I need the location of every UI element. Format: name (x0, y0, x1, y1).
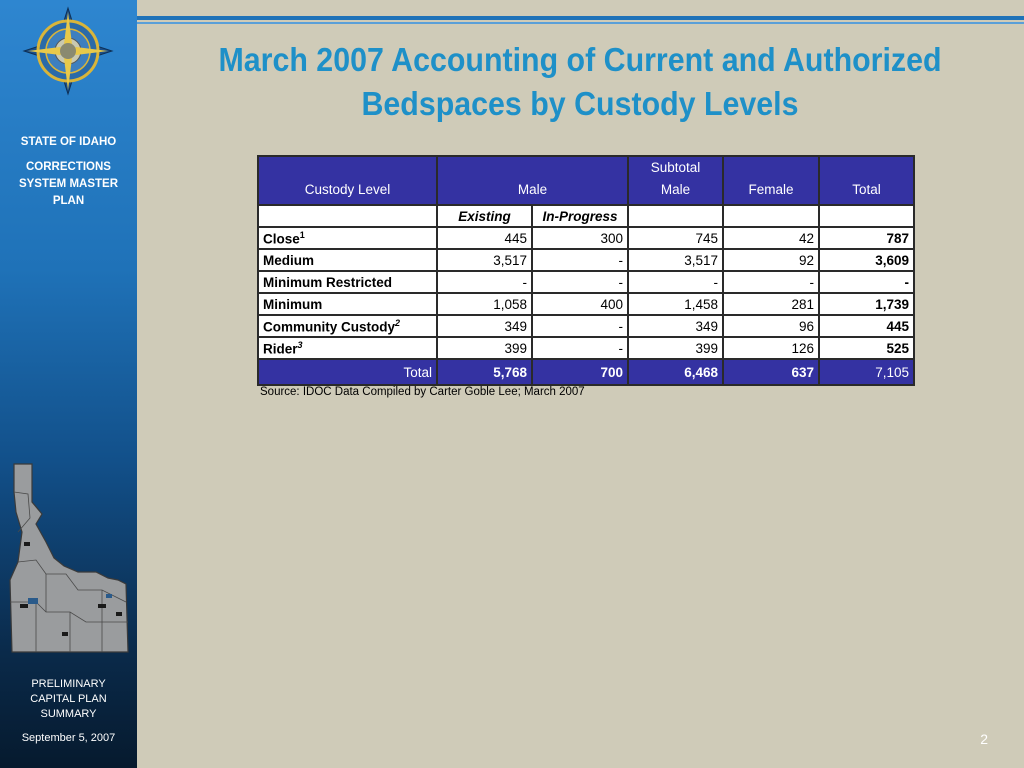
row-existing: 399 (437, 337, 532, 359)
row-in-progress: 400 (532, 293, 628, 315)
row-existing: - (437, 271, 532, 293)
row-subtotal: - (628, 271, 723, 293)
table-row (258, 227, 914, 249)
footnote-marker: 2 (395, 317, 401, 328)
row-total: - (819, 271, 914, 293)
idaho-map-icon (6, 462, 130, 654)
row-label-text: Medium (263, 252, 315, 268)
footer-label-line3: SUMMARY (40, 708, 97, 720)
custody-table (257, 155, 915, 386)
total-subtotal: 6,468 (628, 359, 723, 385)
row-label (258, 315, 437, 337)
plan-label-line3: PLAN (52, 195, 85, 207)
table-row (258, 337, 914, 359)
plan-label-line2: SYSTEM MASTER (18, 178, 119, 190)
subheader-empty (258, 205, 437, 227)
row-female: 281 (723, 293, 819, 315)
row-existing: 1,058 (437, 293, 532, 315)
header-male: Male (437, 156, 628, 205)
row-label-text: Rider (263, 341, 298, 357)
page-title (184, 38, 975, 126)
table-header-row (258, 156, 914, 205)
row-in-progress: - (532, 271, 628, 293)
subheader-existing: Existing (437, 205, 532, 227)
row-female: 126 (723, 337, 819, 359)
row-label (258, 249, 437, 271)
total-female: 637 (723, 359, 819, 385)
footer-label-line2: CAPITAL PLAN (30, 693, 107, 705)
header-female: Female (723, 156, 819, 205)
header-subtotal-male (628, 156, 723, 205)
top-rule-thin (137, 22, 1024, 24)
subheader-empty (628, 205, 723, 227)
row-existing: 445 (437, 227, 532, 249)
header-subtotal-line1: Subtotal (650, 160, 701, 175)
row-total: 787 (819, 227, 914, 249)
row-total: 525 (819, 337, 914, 359)
row-label-text: Minimum (263, 296, 323, 312)
row-female: 92 (723, 249, 819, 271)
top-rule (137, 16, 1024, 20)
table-row (258, 249, 914, 271)
row-label (258, 227, 437, 249)
table-row (258, 293, 914, 315)
row-subtotal: 399 (628, 337, 723, 359)
row-label (258, 271, 437, 293)
row-existing: 349 (437, 315, 532, 337)
footer-date: September 5, 2007 (21, 732, 116, 744)
row-subtotal: 3,517 (628, 249, 723, 271)
row-female: - (723, 271, 819, 293)
page-number: 2 (980, 731, 988, 747)
total-total: 7,105 (819, 359, 914, 385)
header-custody-level: Custody Level (258, 156, 437, 205)
row-subtotal: 745 (628, 227, 723, 249)
sidebar (0, 0, 137, 768)
row-subtotal: 1,458 (628, 293, 723, 315)
source-note: Source: IDOC Data Compiled by Carter Goble Lee; March 2007 (260, 386, 585, 398)
row-label-text: Minimum Restricted (263, 274, 393, 290)
footnote-marker: 3 (297, 339, 303, 350)
total-label: Total (258, 359, 437, 385)
row-subtotal: 349 (628, 315, 723, 337)
subheader-empty (819, 205, 914, 227)
title-line1: March 2007 Accounting of Current and Authorized (218, 41, 942, 78)
footer-label-line1: PRELIMINARY (31, 678, 106, 690)
table-total-row (258, 359, 914, 385)
header-subtotal-line2: Male (660, 182, 691, 197)
row-in-progress: - (532, 337, 628, 359)
table-subheader-row (258, 205, 914, 227)
idaho-seal-icon (20, 6, 116, 96)
row-total: 445 (819, 315, 914, 337)
state-label: STATE OF IDAHO (20, 136, 117, 148)
row-in-progress: 300 (532, 227, 628, 249)
row-label-text: Close (263, 231, 300, 247)
row-in-progress: - (532, 315, 628, 337)
row-female: 42 (723, 227, 819, 249)
row-existing: 3,517 (437, 249, 532, 271)
subheader-empty (723, 205, 819, 227)
row-total: 1,739 (819, 293, 914, 315)
table-row (258, 315, 914, 337)
header-total: Total (819, 156, 914, 205)
footnote-marker: 1 (299, 229, 305, 240)
row-total: 3,609 (819, 249, 914, 271)
plan-label-line1: CORRECTIONS (26, 161, 111, 173)
total-existing: 5,768 (437, 359, 532, 385)
subheader-in-progress: In-Progress (532, 205, 628, 227)
total-in-progress: 700 (532, 359, 628, 385)
table-row (258, 271, 914, 293)
title-line2: Bedspaces by Custody Levels (361, 85, 799, 122)
row-in-progress: - (532, 249, 628, 271)
row-label (258, 293, 437, 315)
row-female: 96 (723, 315, 819, 337)
row-label (258, 337, 437, 359)
row-label-text: Community Custody (263, 319, 396, 335)
